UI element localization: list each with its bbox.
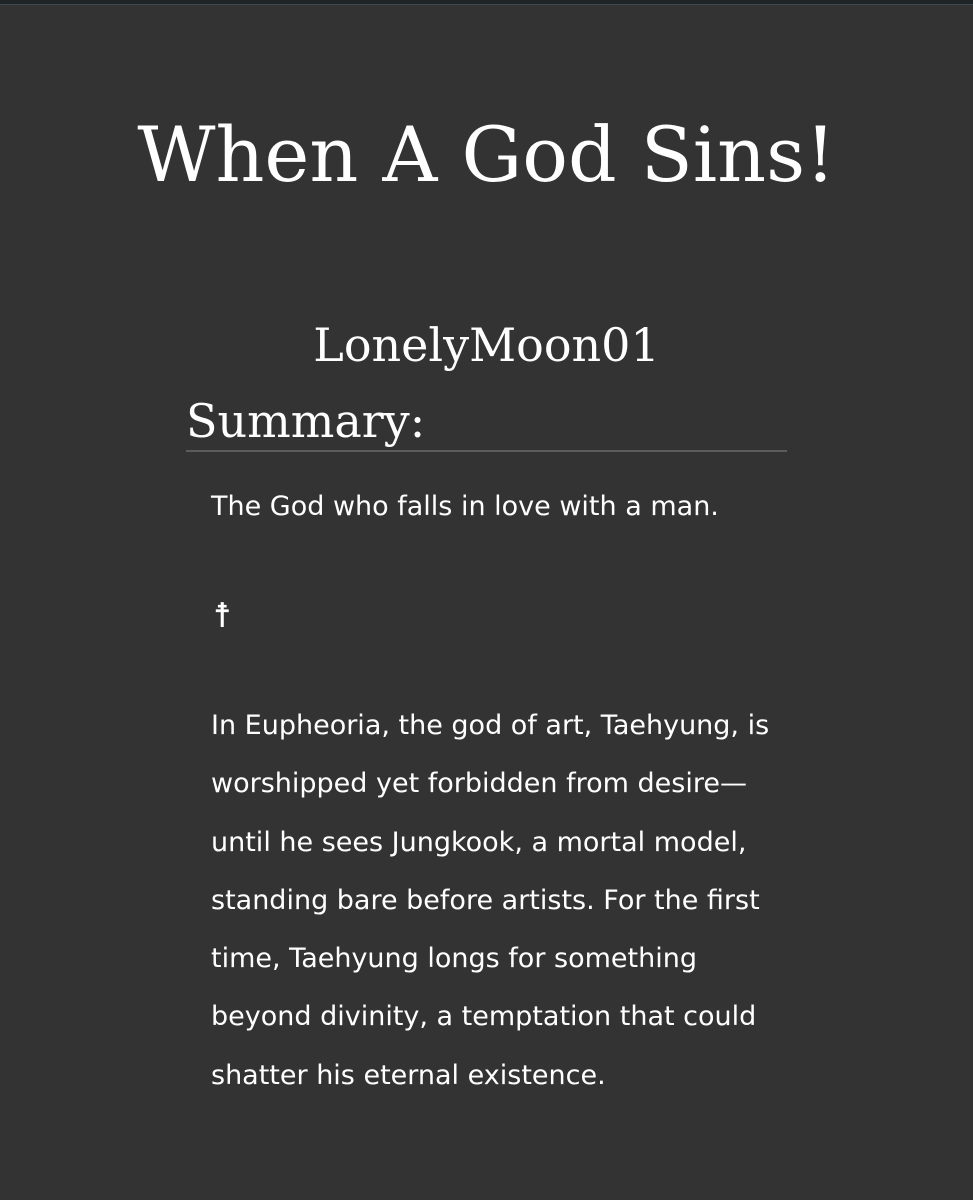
summary-heading: Summary: [186, 392, 787, 452]
work-title: When A God Sins! [137, 110, 836, 199]
cross-divider-icon: ☨ [213, 596, 232, 636]
author-name[interactable]: LonelyMoon01 [313, 318, 660, 372]
window-top-edge [0, 0, 973, 5]
summary-body: In Eupheoria, the god of art, Taehyung, is worshipped yet forbidden from desire— until he sees Jungkook, a mortal model, standing bare before artists. For the first time, Taehyung longs for something beyond divinity, a temptation that could shatter his eternal existence. [211, 710, 770, 1091]
summary-tagline: The God who falls in love with a man. [211, 491, 719, 522]
